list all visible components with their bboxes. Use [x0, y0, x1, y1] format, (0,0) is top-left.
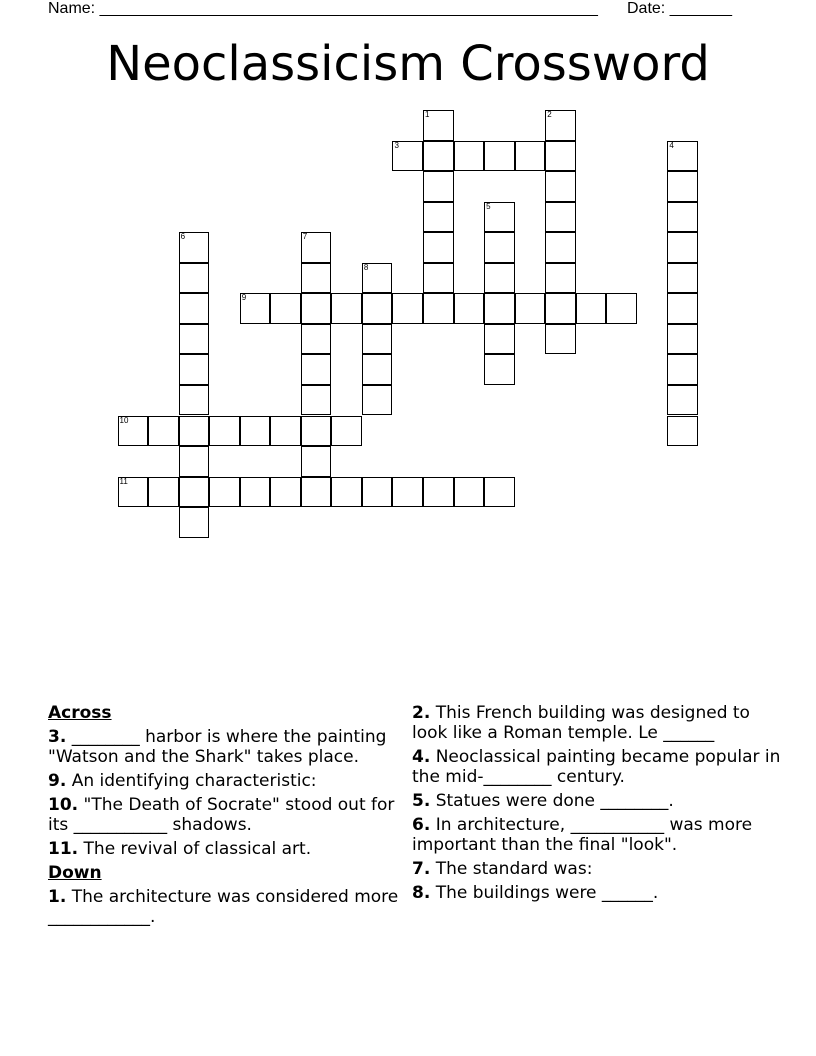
grid-cell[interactable] — [667, 232, 698, 263]
grid-cell[interactable] — [484, 324, 515, 355]
grid-cell[interactable] — [270, 477, 301, 508]
clue-number: 4. — [412, 747, 431, 767]
grid-cell[interactable] — [179, 354, 210, 385]
cell-number: 8 — [363, 262, 369, 272]
cell-number: 10 — [119, 415, 129, 425]
grid-cell[interactable] — [179, 385, 210, 416]
grid-cell[interactable] — [515, 141, 546, 172]
grid-cell[interactable] — [362, 324, 393, 355]
clue-across-9 — [48, 771, 408, 791]
grid-cell[interactable] — [667, 263, 698, 294]
grid-cell[interactable] — [362, 293, 393, 324]
grid-cell[interactable] — [362, 385, 393, 416]
cell-number: 1 — [425, 110, 430, 119]
grid-cell[interactable] — [484, 354, 515, 385]
cell-number: 7 — [302, 232, 308, 242]
clue-number: 2. — [412, 703, 431, 723]
clue-number: 11. — [48, 839, 79, 859]
grid-cell[interactable] — [545, 171, 576, 202]
grid-cell[interactable] — [179, 446, 210, 477]
grid-cell[interactable] — [667, 293, 698, 324]
grid-cell[interactable] — [179, 416, 210, 447]
grid-cell[interactable] — [576, 293, 607, 324]
grid-cell[interactable] — [484, 293, 515, 324]
clue-down-8 — [412, 883, 782, 903]
grid-cell[interactable] — [118, 477, 149, 508]
grid-cell[interactable] — [545, 293, 576, 324]
grid-cell[interactable] — [240, 477, 271, 508]
clue-down-4 — [412, 747, 782, 787]
cell-number: 5 — [486, 201, 491, 211]
grid-cell[interactable] — [545, 141, 576, 172]
clue-text: Statues were done ________. — [435, 791, 674, 811]
clue-number: 8. — [412, 883, 431, 903]
grid-cell[interactable] — [454, 293, 485, 324]
grid-cell[interactable] — [423, 293, 454, 324]
grid-cell[interactable] — [667, 202, 698, 233]
cell-number: 4 — [669, 140, 674, 150]
clue-number: 5. — [412, 791, 431, 811]
clue-number: 6. — [412, 815, 431, 835]
clue-down-7 — [412, 859, 782, 879]
grid-cell[interactable] — [454, 141, 485, 172]
clue-text: Neoclassical painting became popular in the mid-________ century. — [412, 747, 781, 787]
clue-text: ________ harbor is where the painting "Watson and the Shark" takes place. — [48, 727, 387, 767]
grid-cell[interactable] — [331, 416, 362, 447]
grid-cell[interactable] — [392, 293, 423, 324]
grid-cell[interactable] — [209, 477, 240, 508]
grid-cell[interactable] — [423, 232, 454, 263]
grid-cell[interactable] — [331, 293, 362, 324]
grid-cell[interactable] — [301, 293, 332, 324]
grid-cell[interactable] — [362, 354, 393, 385]
grid-cell[interactable] — [545, 110, 576, 141]
grid-cell[interactable] — [179, 507, 210, 538]
header-line — [48, 0, 768, 20]
clue-across-10 — [48, 795, 408, 835]
clue-number: 10. — [48, 795, 79, 815]
clue-text: This French building was designed to look like a Roman temple. Le ______ — [412, 703, 750, 743]
grid-cell[interactable] — [301, 354, 332, 385]
clue-number: 7. — [412, 859, 431, 879]
grid-cell[interactable] — [484, 141, 515, 172]
grid-cell[interactable] — [270, 293, 301, 324]
grid-cell[interactable] — [301, 232, 332, 263]
clue-text: The buildings were ______. — [435, 883, 659, 903]
grid-cell[interactable] — [301, 416, 332, 447]
grid-cell[interactable] — [545, 324, 576, 355]
grid-cell[interactable] — [148, 477, 179, 508]
grid-cell[interactable] — [484, 202, 515, 233]
across-heading: Across — [48, 703, 112, 723]
grid-cell[interactable] — [240, 416, 271, 447]
grid-cell[interactable] — [118, 416, 149, 447]
grid-cell[interactable] — [179, 263, 210, 294]
grid-cell[interactable] — [179, 232, 210, 263]
grid-cell[interactable] — [423, 141, 454, 172]
grid-cell[interactable] — [545, 202, 576, 233]
cell-number: 2 — [547, 110, 552, 119]
clue-text: The standard was: — [435, 859, 593, 879]
grid-cell[interactable] — [240, 293, 271, 324]
clue-text: "The Death of Socrate" stood out for its ___________ shadows. — [48, 795, 395, 835]
grid-cell[interactable] — [392, 477, 423, 508]
grid-cell[interactable] — [209, 416, 240, 447]
cell-number: 11 — [119, 476, 128, 486]
grid-cell[interactable] — [484, 232, 515, 263]
grid-cell[interactable] — [667, 171, 698, 202]
grid-cell[interactable] — [331, 477, 362, 508]
grid-cell[interactable] — [148, 416, 179, 447]
grid-cell[interactable] — [484, 263, 515, 294]
cell-number: 9 — [241, 293, 247, 303]
grid-cell[interactable] — [301, 263, 332, 294]
grid-cell[interactable] — [423, 171, 454, 202]
page-title: Neoclassicism Crossword — [106, 36, 710, 92]
clue-number: 1. — [48, 887, 67, 907]
grid-cell[interactable] — [423, 202, 454, 233]
grid-cell[interactable] — [179, 293, 210, 324]
grid-cell[interactable] — [179, 324, 210, 355]
date-field-label: Date: _______ — [627, 0, 732, 17]
grid-cell[interactable] — [179, 477, 210, 508]
grid-cell[interactable] — [667, 354, 698, 385]
clue-number: 3. — [48, 727, 67, 747]
grid-cell[interactable] — [545, 263, 576, 294]
grid-cell[interactable] — [423, 477, 454, 508]
grid-cell[interactable] — [392, 141, 423, 172]
grid-cell[interactable] — [606, 293, 637, 324]
grid-cell[interactable] — [270, 416, 301, 447]
grid-cell[interactable] — [454, 477, 485, 508]
clue-down-2 — [412, 703, 782, 743]
clue-number: 9. — [48, 771, 67, 791]
clue-text: The revival of classical art. — [83, 839, 312, 859]
clue-down-1 — [48, 887, 408, 927]
grid-cell[interactable] — [667, 385, 698, 416]
down-heading: Down — [48, 863, 102, 883]
clue-text: The architecture was considered more ____________. — [48, 887, 399, 927]
clue-across-11 — [48, 839, 408, 859]
grid-cell[interactable] — [667, 324, 698, 355]
grid-cell[interactable] — [545, 232, 576, 263]
cell-number: 6 — [180, 232, 186, 242]
clue-across-3 — [48, 727, 408, 767]
clues-right-column — [412, 703, 782, 907]
grid-cell[interactable] — [484, 477, 515, 508]
grid-cell[interactable] — [301, 324, 332, 355]
grid-cell[interactable] — [423, 263, 454, 294]
clues-left-column — [48, 703, 408, 931]
cell-number: 3 — [394, 140, 399, 150]
grid-cell[interactable] — [667, 416, 698, 447]
clue-text: An identifying characteristic: — [71, 771, 317, 791]
clue-down-5 — [412, 791, 782, 811]
grid-cell[interactable] — [301, 446, 332, 477]
grid-cell[interactable] — [362, 477, 393, 508]
grid-cell[interactable] — [301, 385, 332, 416]
clue-down-6 — [412, 815, 782, 855]
grid-cell[interactable] — [667, 141, 698, 172]
name-field-label: Name: ________________________________________________________ — [48, 0, 598, 17]
grid-cell[interactable] — [423, 110, 454, 141]
grid-cell[interactable] — [362, 263, 393, 294]
grid-cell[interactable] — [301, 477, 332, 508]
grid-cell[interactable] — [515, 293, 546, 324]
clue-text: In architecture, ___________ was more important than the final "look". — [412, 815, 753, 855]
